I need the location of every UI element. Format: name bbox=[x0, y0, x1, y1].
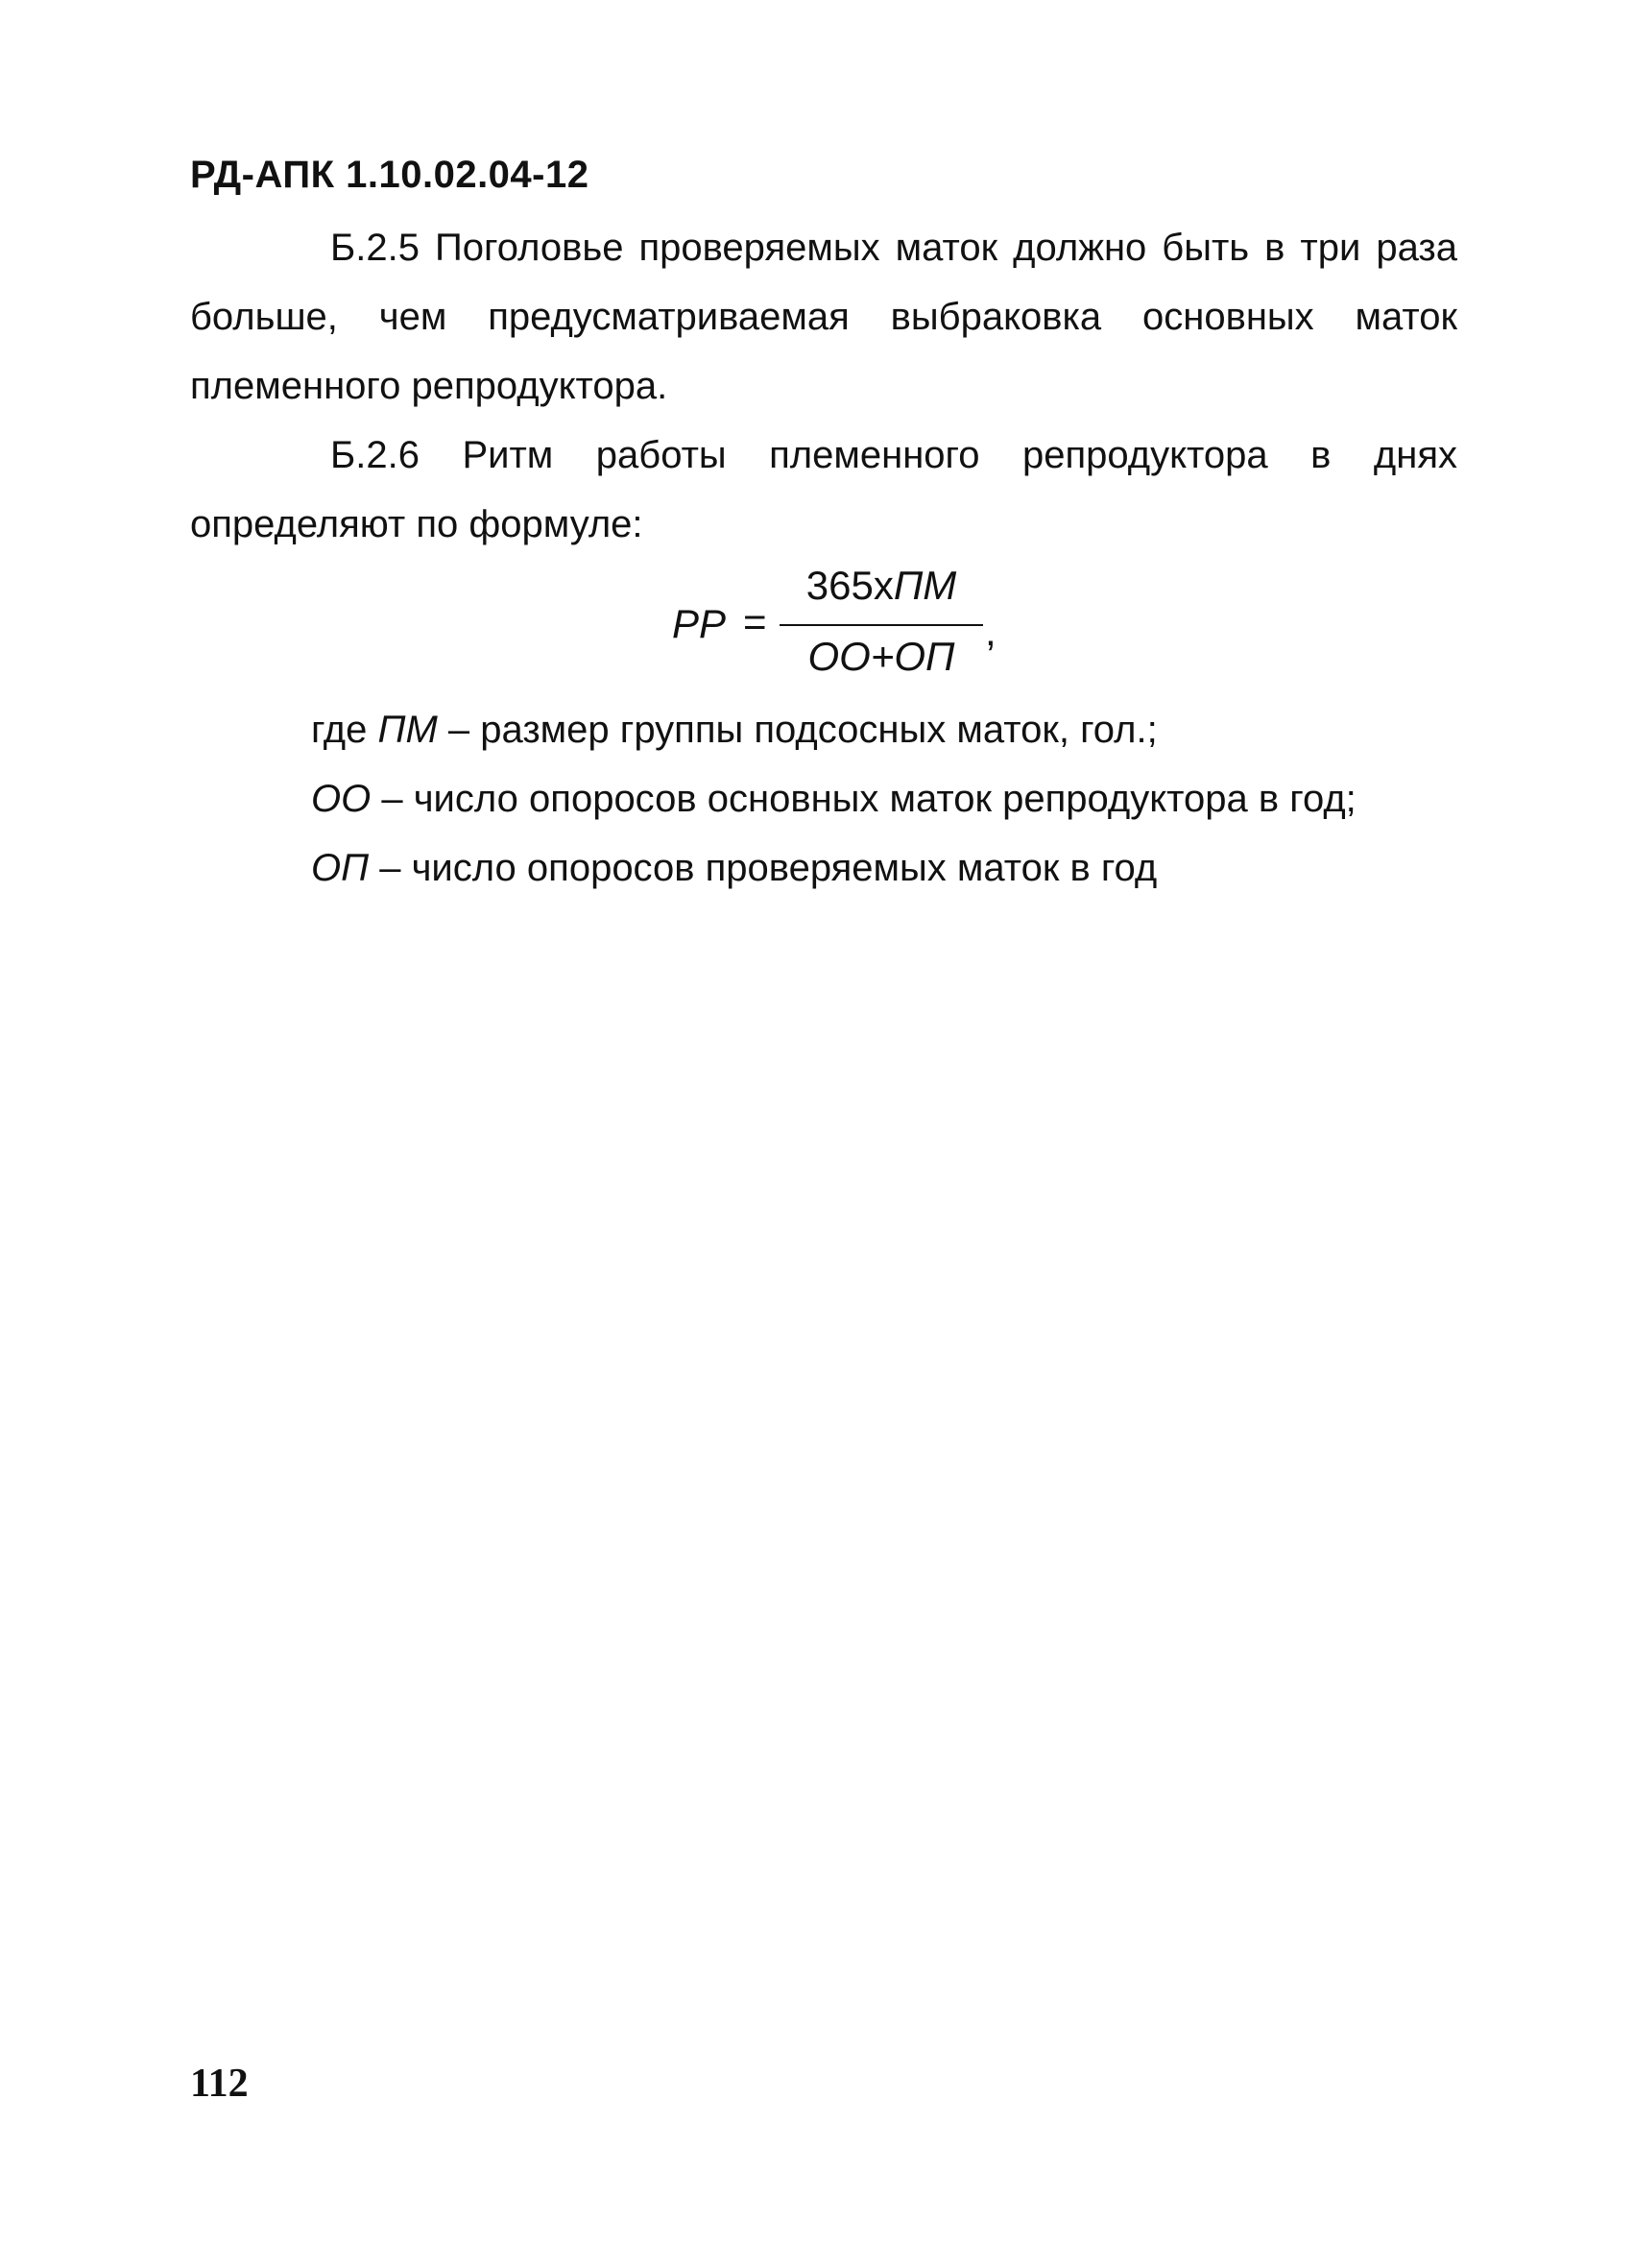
formula-numerator-var: ПМ bbox=[893, 563, 957, 608]
formula-equals: = bbox=[743, 599, 767, 644]
definition-symbol: ПМ bbox=[377, 709, 438, 751]
definition-text: – число опоросов основных маток репродуктора в год; bbox=[371, 778, 1357, 820]
document-code: РД-АПК 1.10.02.04-12 bbox=[190, 154, 589, 196]
definitions-list bbox=[311, 695, 1357, 903]
definition-symbol: ОП bbox=[311, 847, 370, 889]
fraction-bar bbox=[780, 624, 983, 626]
definition-prefix: где bbox=[311, 709, 378, 751]
formula-lhs: РР bbox=[672, 601, 727, 646]
definition-text: – размер группы подсосных маток, гол.; bbox=[437, 709, 1158, 751]
definition-symbol: ОО bbox=[311, 778, 372, 820]
page-number: 112 bbox=[190, 2062, 249, 2106]
definition-text: – число опоросов проверяемых маток в год bbox=[369, 847, 1158, 889]
formula-numerator-number: 365х bbox=[805, 563, 894, 608]
formula-comma: , bbox=[985, 609, 997, 654]
formula-rhythm bbox=[672, 559, 998, 703]
definition-oo bbox=[311, 764, 1357, 833]
definition-pm bbox=[311, 695, 1357, 764]
definition-op bbox=[311, 833, 1357, 903]
paragraph-b26: Б.2.6 Ритм работы племенного репродуктора в днях определяют по формуле: bbox=[190, 434, 1457, 545]
paragraph-b25: Б.2.5 Поголовье проверяемых маток должно быть в три раза больше, чем предусматриваемая выбраковка основных маток племенного репродуктора. bbox=[190, 227, 1457, 407]
formula-denominator: ОО+ОП bbox=[807, 634, 955, 679]
formula-numerator bbox=[785, 563, 977, 609]
